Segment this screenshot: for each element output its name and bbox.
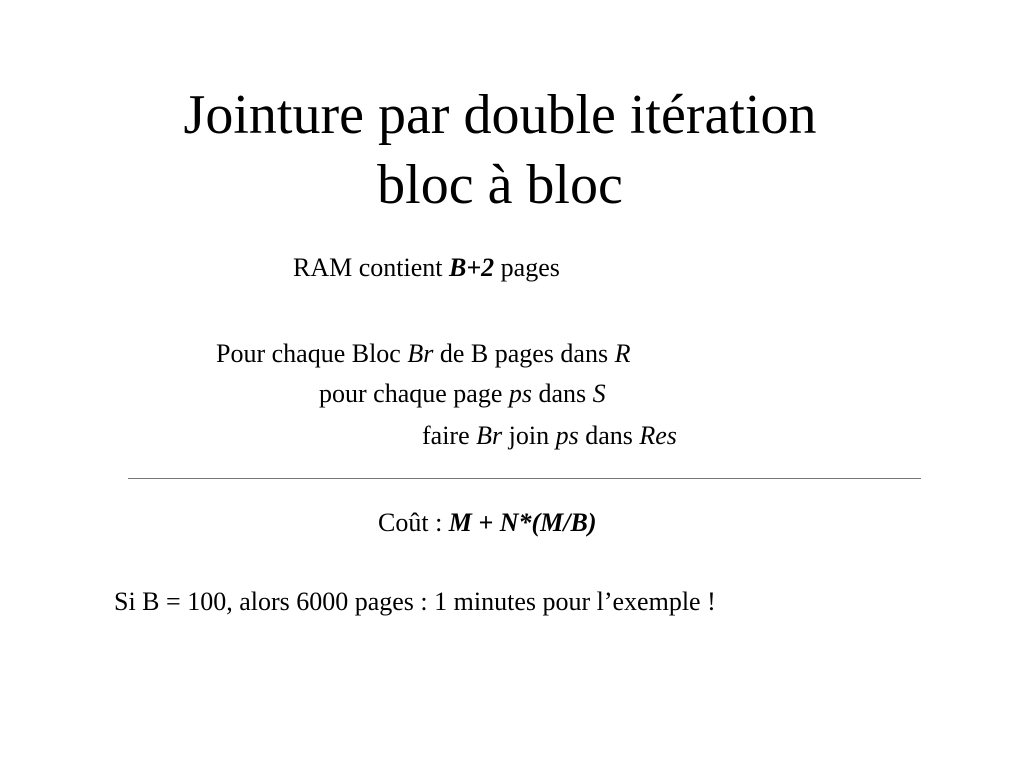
algo-line-3-var-res: Res [639,421,677,450]
ram-statement [293,252,560,284]
title-line-2: bloc à bloc [377,154,623,216]
algo-line-1-text-2: de B pages dans [433,339,615,368]
cost-statement [378,507,597,539]
title-line-1: Jointure par double itération [183,84,817,146]
algo-line-2-var-s: S [592,379,606,408]
algo-line-1 [216,338,630,370]
horizontal-divider [128,478,921,479]
algo-line-1-text-1: Pour chaque Bloc [216,339,408,368]
algo-line-3-text-3: dans [578,421,640,450]
algo-line-3-text-2: join [502,421,556,450]
algo-line-3 [422,420,677,452]
algo-line-3-var-br: Br [476,421,503,450]
algo-line-2-var-ps: ps [508,379,532,408]
algo-line-1-var-r: R [614,339,631,368]
cost-formula: M + N*(M/B) [448,508,597,537]
algo-line-3-text-1: faire [422,421,477,450]
algo-line-1-var-br: Br [407,339,434,368]
algo-line-2-text-1: pour chaque page [319,379,509,408]
ram-prefix: RAM contient [293,253,449,282]
algo-line-3-var-ps: ps [555,421,579,450]
cost-label: Coût : [378,508,449,537]
algo-line-2 [319,378,606,410]
example-statement: Si B = 100, alors 6000 pages : 1 minutes pour l’exemple ! [114,587,716,616]
slide-title [0,80,1000,220]
ram-suffix: pages [494,253,560,282]
algo-line-2-text-2: dans [531,379,593,408]
ram-value: B+2 [449,253,495,282]
